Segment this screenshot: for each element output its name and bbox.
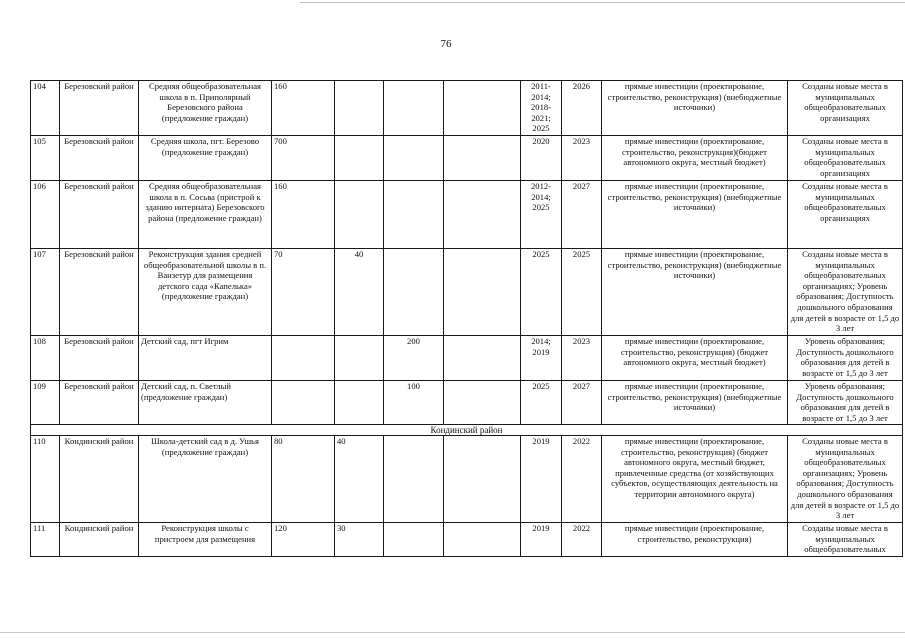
financing-cell: прямые инвестиции (проектирование, строительство, реконструкция): [602, 523, 788, 557]
financing-cell: прямые инвестиции (проектирование, строительство, реконструкция) (внебюджетные источники): [602, 381, 788, 425]
district-cell: Березовский район: [60, 381, 139, 425]
capacity-cell: [335, 181, 384, 249]
capacity-cell: [335, 136, 384, 181]
year-cell: 2022: [562, 436, 602, 523]
capacity-cell: [335, 81, 384, 136]
capacity-cell: [444, 381, 521, 425]
capacity-cell: [444, 181, 521, 249]
capacity-cell: [272, 336, 335, 381]
result-cell: Созданы новые места в муниципальных общеобразовательных: [788, 523, 903, 557]
capacity-cell: 40: [335, 249, 384, 336]
years-cell: 2020: [521, 136, 562, 181]
capacity-cell: [444, 249, 521, 336]
table-row: [31, 436, 903, 523]
result-cell: Созданы новые места в муниципальных общеобразовательных организациях: [788, 181, 903, 249]
district-cell: Березовский район: [60, 336, 139, 381]
table-row: [31, 181, 903, 249]
row-number: 104: [31, 81, 60, 136]
object-cell: Реконструкция здания средней общеобразовательной школы в п. Ванзетур для размещения детского сада «Капелька» (предложение граждан): [139, 249, 272, 336]
result-cell: Уровень образования; Доступность дошкольного образования для детей в возрасте от 1,5 до 3 лет: [788, 381, 903, 425]
capacity-cell: 80: [272, 436, 335, 523]
object-cell: Реконструкция школы с пристроем для размещения: [139, 523, 272, 557]
year-cell: 2027: [562, 181, 602, 249]
capacity-cell: 160: [272, 181, 335, 249]
row-number: 105: [31, 136, 60, 181]
financing-cell: прямые инвестиции (проектирование, строительство, реконструкция) (внебюджетные источники): [602, 249, 788, 336]
capacity-cell: [384, 136, 444, 181]
table-row: [31, 249, 903, 336]
district-cell: Березовский район: [60, 181, 139, 249]
years-cell: 2014; 2019: [521, 336, 562, 381]
financing-cell: прямые инвестиции (проектирование, строительство, реконструкция) (бюджет автономного округа, местный бюджет, привлеченные средства (от хозяйствующих субъектов, осуществляющих деятельность на территории автономного округа): [602, 436, 788, 523]
capacity-cell: 40: [335, 436, 384, 523]
result-cell: Созданы новые места в муниципальных общеобразовательных организациях; Уровень образования; Доступность дошкольного образования для детей в возрасте от 1,5 до 3 лет: [788, 249, 903, 336]
financing-cell: прямые инвестиции (проектирование, строительство, реконструкция) (бюджет автономного округа, местный бюджет): [602, 336, 788, 381]
year-cell: 2022: [562, 523, 602, 557]
table-row: [31, 81, 903, 136]
capacity-cell: [335, 381, 384, 425]
top-scan-line: [300, 2, 905, 3]
result-cell: Созданы новые места в муниципальных общеобразовательных организациях: [788, 81, 903, 136]
section-title: Кондинский район: [31, 425, 903, 436]
capacity-cell: [384, 436, 444, 523]
capacity-cell: [384, 249, 444, 336]
facilities-table: [30, 80, 903, 557]
capacity-cell: [272, 381, 335, 425]
capacity-cell: [335, 336, 384, 381]
row-number: 106: [31, 181, 60, 249]
financing-cell: прямые инвестиции (проектирование, строительство, реконструкция)(бюджет автономного округа, местный бюджет): [602, 136, 788, 181]
result-cell: Созданы новые места в муниципальных общеобразовательных организациях: [788, 136, 903, 181]
object-cell: Детский сад, п. Светлый (предложение граждан): [139, 381, 272, 425]
years-cell: 2025: [521, 381, 562, 425]
capacity-cell: [444, 136, 521, 181]
object-cell: Средняя общеобразовательная школа в п. Сосьва (пристрой к зданию интерната) Березовского района (предложение граждан): [139, 181, 272, 249]
table-row: [31, 136, 903, 181]
capacity-cell: [384, 181, 444, 249]
table-row: [31, 523, 903, 557]
capacity-cell: [444, 336, 521, 381]
district-cell: Березовский район: [60, 136, 139, 181]
page-number: 76: [440, 38, 452, 50]
capacity-cell: [444, 81, 521, 136]
district-cell: Березовский район: [60, 249, 139, 336]
financing-cell: прямые инвестиции (проектирование, строительство, реконструкция) (внебюджетные источники): [602, 181, 788, 249]
result-cell: Созданы новые места в муниципальных общеобразовательных организациях; Уровень образования; Доступность дошкольного образования для детей в возрасте от 1,5 до 3 лет: [788, 436, 903, 523]
object-cell: Средняя общеобразовательная школа в п. Приполярный Березовского района (предложение граждан): [139, 81, 272, 136]
capacity-cell: [444, 436, 521, 523]
capacity-cell: 700: [272, 136, 335, 181]
years-cell: 2011-2014; 2018-2021; 2025: [521, 81, 562, 136]
financing-cell: прямые инвестиции (проектирование, строительство, реконструкция) (внебюджетные источники): [602, 81, 788, 136]
row-number: 107: [31, 249, 60, 336]
capacity-cell: [444, 523, 521, 557]
capacity-cell: [384, 523, 444, 557]
capacity-cell: 30: [335, 523, 384, 557]
capacity-cell: 120: [272, 523, 335, 557]
district-cell: Кондинский район: [60, 523, 139, 557]
year-cell: 2023: [562, 136, 602, 181]
bottom-scan-line: [0, 632, 905, 633]
capacity-cell: 160: [272, 81, 335, 136]
row-number: 108: [31, 336, 60, 381]
year-cell: 2025: [562, 249, 602, 336]
year-cell: 2027: [562, 381, 602, 425]
capacity-cell: 100: [384, 381, 444, 425]
capacity-cell: [384, 81, 444, 136]
district-cell: Березовский район: [60, 81, 139, 136]
table-row: [31, 381, 903, 425]
object-cell: Школа-детский сад в д. Ушья (предложение граждан): [139, 436, 272, 523]
object-cell: Средняя школа, пгт. Березово (предложение граждан): [139, 136, 272, 181]
row-number: 110: [31, 436, 60, 523]
capacity-cell: 200: [384, 336, 444, 381]
years-cell: 2012-2014; 2025: [521, 181, 562, 249]
district-cell: Кондинский район: [60, 436, 139, 523]
year-cell: 2023: [562, 336, 602, 381]
row-number: 111: [31, 523, 60, 557]
section-row: [31, 425, 903, 436]
year-cell: 2026: [562, 81, 602, 136]
table-row: [31, 336, 903, 381]
years-cell: 2019: [521, 523, 562, 557]
row-number: 109: [31, 381, 60, 425]
years-cell: 2019: [521, 436, 562, 523]
capacity-cell: 70: [272, 249, 335, 336]
result-cell: Уровень образования; Доступность дошкольного образования для детей в возрасте от 1,5 до 3 лет: [788, 336, 903, 381]
years-cell: 2025: [521, 249, 562, 336]
object-cell: Детский сад, пгт Игрим: [139, 336, 272, 381]
